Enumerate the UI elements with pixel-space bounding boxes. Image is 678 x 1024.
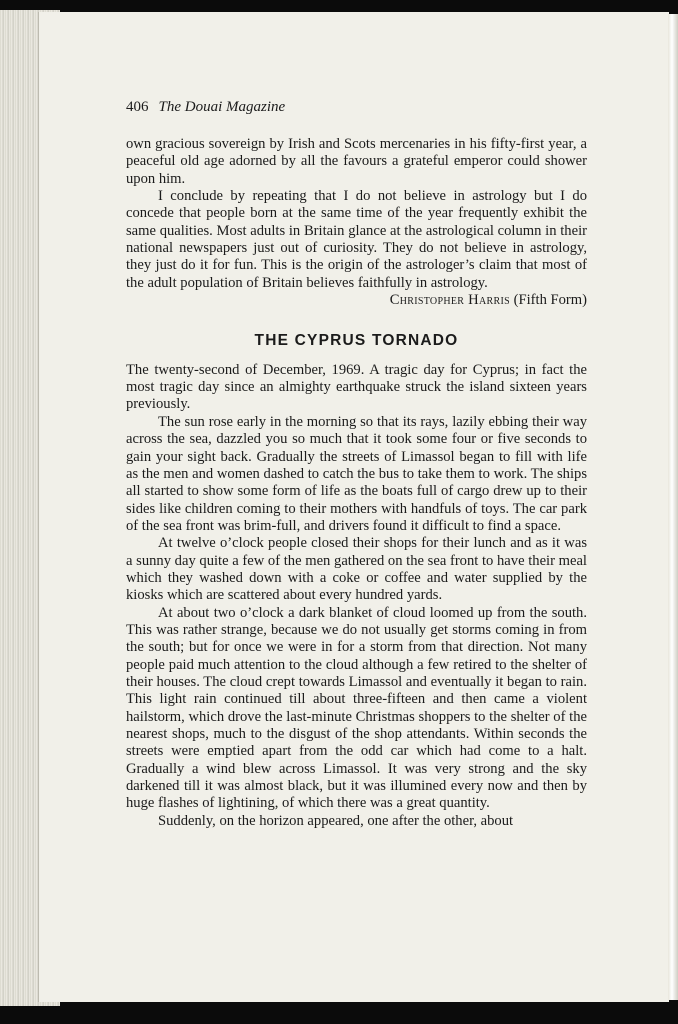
article-paragraph-3: At twelve o’clock people closed their shops for their lunch and as it was a sunny day quite a few of the men gathered on the sea front to have their meal which they washed down with a coke or coffee and water supplied by the kiosks which are scattered about every hundred yards. — [126, 535, 587, 604]
page-text-block — [126, 98, 587, 830]
author-form: (Fifth Form) — [513, 292, 587, 309]
article-paragraph-1: The twenty-second of December, 1969. A tragic day for Cyprus; in fact the most tragic day since an almighty earthquake struck the island sixteen years previously. — [126, 361, 587, 413]
prev-article-paragraph-2: I conclude by repeating that I do not believe in astrology but I do concede that people born at the same time of the year frequently exhibit the same qualities. Most adults in Britain glance at the astrological column in their national newspapers just out of curiosity. They do not believe in astrology, they just do it for fun. This is the origin of the astrologer’s claim that most of the adult population of Britain believes faithfully in astrology. — [126, 188, 587, 291]
facing-page-edge — [668, 14, 678, 1000]
running-head — [126, 98, 587, 116]
prev-article-paragraph-1: own gracious sovereign by Irish and Scots mercenaries in his fifty-first year, a peaceful old age adorned by all the favours a grateful emperor could shower upon him. — [126, 136, 587, 187]
article-paragraph-5: Suddenly, on the horizon appeared, one after the other, about — [158, 812, 514, 829]
magazine-title: The Douai Magazine — [158, 99, 286, 115]
article-paragraph-2: The sun rose early in the morning so that its rays, lazily ebbing their way across the sea, dazzled you so much that it took some four or five seconds to gain your sight back. Gradually the streets of Limassol began to fill with life as the men and women dashed to catch the bus to take them to work. The ships all started to show some form of life as the boats full of cargo drew up to their sides like children coming to their mothers with handfuls of toys. The car park of the sea front was brim-full, and drivers found it difficult to find a space. — [126, 413, 587, 534]
author-signature — [126, 292, 587, 309]
page-number: 406 — [126, 99, 149, 115]
article-paragraph-4: At about two o’clock a dark blanket of cloud loomed up from the south. This was rather strange, because we do not usually get storms coming in from the south; but for once we were in for a storm from that direction. Not many people paid much attention to the cloud although a few retired to the shelter of their houses. The cloud crept towards Limassol and eventually it began to rain. This light rain continued till about three-fifteen and then came a violent hailstorm, which drove the last-minute Christmas shoppers to the shelter of the nearest shops, much to the disgust of the shop attendants. Within seconds the streets were emptied apart from the odd car which had come to a halt. Gradually a wind blew across Limassol. It was very strong and the sky darkened till it was almost black, but it was illumined every now and then by huge flashes of lightining, of which there was a great quantity. — [126, 604, 587, 812]
article-title: THE CYPRUS TORNADO — [254, 332, 459, 350]
author-name: Christopher Harris — [389, 292, 510, 309]
